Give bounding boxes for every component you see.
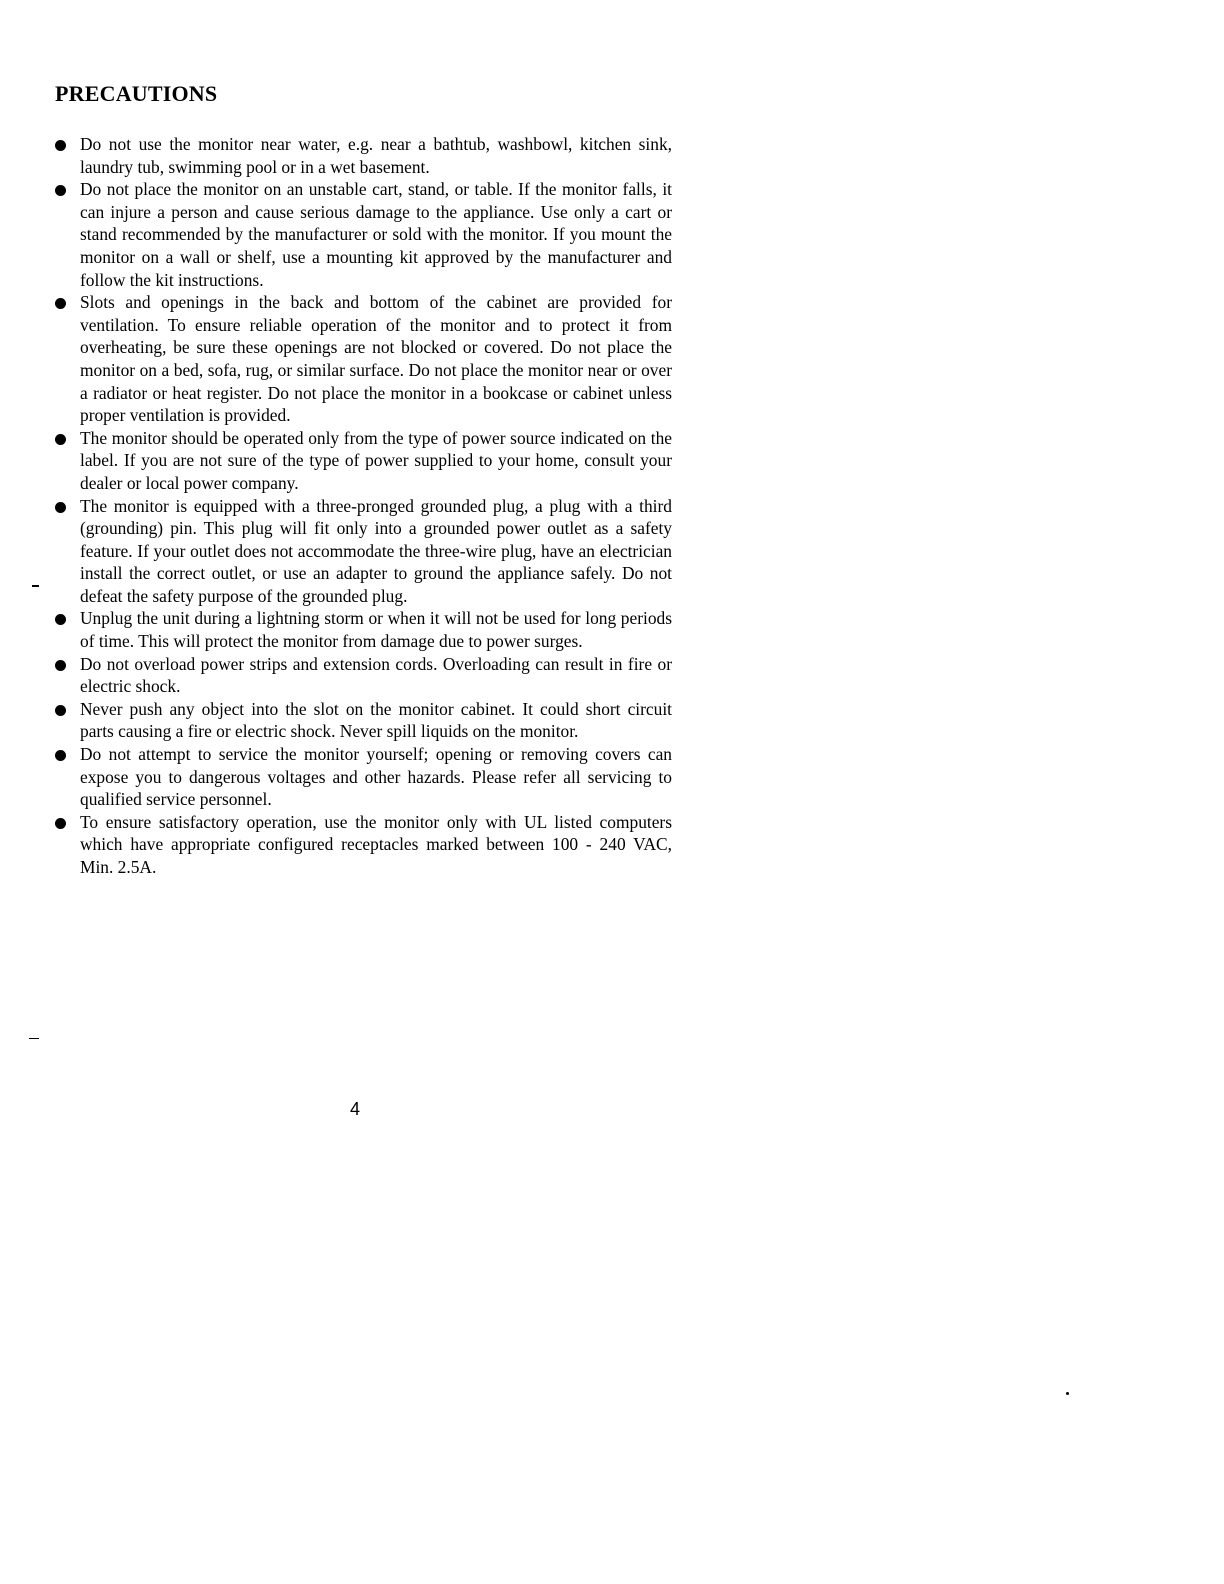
list-item bbox=[0, 811, 1224, 879]
bullet-icon bbox=[55, 185, 66, 196]
list-item bbox=[0, 291, 1224, 427]
list-item bbox=[0, 495, 1224, 608]
bullet-icon bbox=[55, 660, 66, 671]
list-item bbox=[0, 133, 1224, 178]
precautions-list bbox=[0, 133, 1224, 879]
list-item-text: Slots and openings in the back and bottom of the cabinet are provided for ventilation. To ensure reliable operation of the monitor and to protect it from overheating, be sure these openings are not blocked or covered. Do not place the monitor on a bed, sofa, rug, or similar surface. Do not place the monitor near or over a radiator or heat register. Do not place the monitor in a bookcase or cabinet unless proper ventilation is provided. bbox=[80, 292, 672, 426]
list-item bbox=[0, 743, 1224, 811]
list-item bbox=[0, 427, 1224, 495]
bullet-icon bbox=[55, 140, 66, 151]
bullet-icon bbox=[55, 298, 66, 309]
list-item-text: Never push any object into the slot on the monitor cabinet. It could short circuit parts causing a fire or electric shock. Never spill liquids on the monitor. bbox=[80, 698, 672, 742]
list-item-text: Unplug the unit during a lightning storm or when it will not be used for long periods of time. This will protect the monitor from damage due to power surges. bbox=[80, 608, 672, 652]
scan-mark bbox=[1066, 1392, 1069, 1395]
list-item bbox=[0, 698, 1224, 743]
list-item-text: Do not use the monitor near water, e.g. near a bathtub, washbowl, kitchen sink, laundry tub, swimming pool or in a wet basement. bbox=[80, 134, 672, 177]
page-number: 4 bbox=[350, 1099, 361, 1119]
page-title: PRECAUTIONS bbox=[55, 81, 218, 106]
bullet-icon bbox=[55, 502, 66, 513]
list-item-text: Do not overload power strips and extension cords. Overloading can result in fire or electric shock. bbox=[80, 653, 672, 697]
bullet-icon bbox=[55, 818, 66, 829]
list-item-text: Do not attempt to service the monitor yourself; opening or removing covers can expose you to dangerous voltages and other hazards. Please refer all servicing to qualified service personnel. bbox=[80, 744, 672, 810]
bullet-icon bbox=[55, 614, 66, 625]
list-item bbox=[0, 178, 1224, 291]
list-item-text: The monitor is equipped with a three-pronged grounded plug, a plug with a third (grounding) pin. This plug will fit only into a grounded power outlet as a safety feature. If your outlet does not accommodate the three-wire plug, have an electrician install the correct outlet, or use an adapter to ground the appliance safely. Do not defeat the safety purpose of the grounded plug. bbox=[80, 495, 672, 606]
list-item-text: Do not place the monitor on an unstable cart, stand, or table. If the monitor falls, it can injure a person and cause serious damage to the appliance. Use only a cart or stand recommended by the manufacturer or sold with the monitor. If you mount the monitor on a wall or shelf, use a mounting kit approved by the manufacturer and follow the kit instructions. bbox=[80, 179, 672, 290]
scan-mark bbox=[32, 585, 39, 587]
bullet-icon bbox=[55, 705, 66, 716]
list-item bbox=[0, 653, 1224, 698]
list-item-text: The monitor should be operated only from the type of power source indicated on the label. If you are not sure of the type of power supplied to your home, consult your dealer or local power company. bbox=[80, 427, 672, 493]
list-item-text: To ensure satisfactory operation, use the monitor only with UL listed computers which have appropriate configured receptacles marked between 100 - 240 VAC, Min. 2.5A. bbox=[80, 811, 672, 877]
scan-mark bbox=[29, 1038, 39, 1039]
bullet-icon bbox=[55, 750, 66, 761]
list-item bbox=[0, 607, 1224, 652]
bullet-icon bbox=[55, 434, 66, 445]
